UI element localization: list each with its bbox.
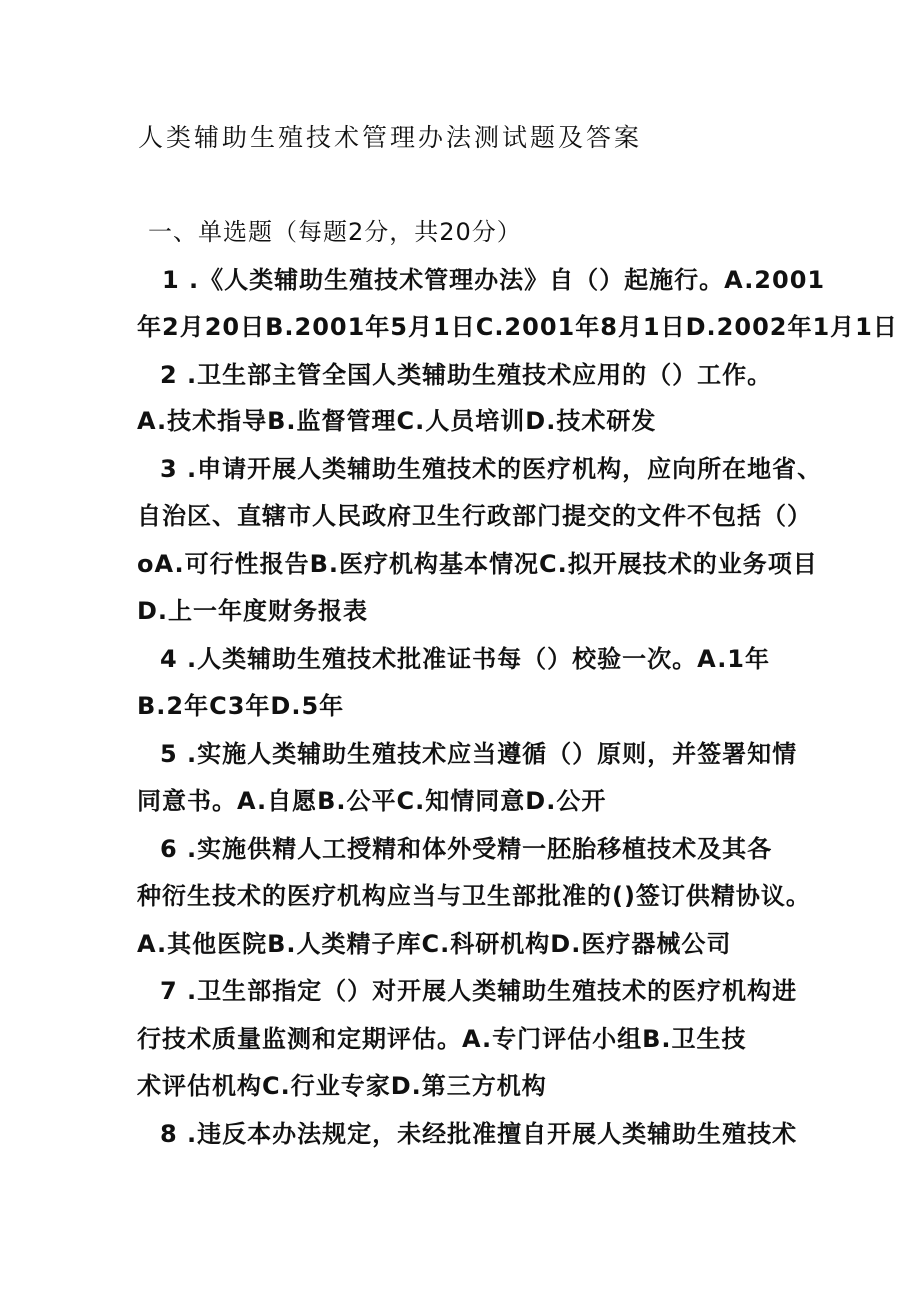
text-line: A.技术指导B.监督管理C.人员培训D.技术研发 [137, 407, 657, 435]
text-line: 1 .《人类辅助生殖技术管理办法》自（）起施行。A.2001 [162, 266, 826, 294]
text-line: 种衍生技术的医疗机构应当与卫生部批准的()签订供精协议。 [137, 882, 811, 910]
text-line: 自治区、直辖市人民政府卫生行政部门提交的文件不包括（） [137, 502, 812, 530]
text-line: oA.可行性报告B.医疗机构基本情况C.拟开展技术的业务项目 [137, 550, 818, 578]
text-line: A.其他医院B.人类精子库C.科研机构D.医疗器械公司 [137, 930, 732, 958]
text-line: 4 .人类辅助生殖技术批准证书每（）校验一次。A.1年 [160, 645, 771, 673]
section-heading: 一、单选题（每题2分，共20分） [148, 218, 522, 246]
text-line: B.2年C3年D.5年 [137, 692, 345, 720]
text-line: 5 .实施人类辅助生殖技术应当遵循（）原则，并签署知情 [160, 740, 798, 768]
text-line: 行技术质量监测和定期评估。A.专门评估小组B.卫生技 [137, 1025, 747, 1053]
text-line: 3 .申请开展人类辅助生殖技术的医疗机构，应向所在地省、 [160, 455, 823, 483]
document-title: 人类辅助生殖技术管理办法测试题及答案 [138, 123, 643, 152]
text-line: D.上一年度财务报表 [137, 597, 369, 625]
text-line: 7 .卫生部指定（）对开展人类辅助生殖技术的医疗机构进 [160, 977, 798, 1005]
text-line: 6 .实施供精人工授精和体外受精一胚胎移植技术及其各 [160, 835, 773, 863]
text-line: 年2月20日B.2001年5月1日C.2001年8月1日D.2002年1月1日 [137, 313, 898, 341]
text-line: 2 .卫生部主管全国人类辅助生殖技术应用的（）工作。 [160, 361, 773, 389]
text-line: 术评估机构C.行业专家D.第三方机构 [137, 1072, 547, 1100]
text-line: 同意书。A.自愿B.公平C.知情同意D.公开 [137, 787, 607, 815]
text-line: 8 .违反本办法规定，未经批准擅自开展人类辅助生殖技术 [160, 1120, 798, 1148]
